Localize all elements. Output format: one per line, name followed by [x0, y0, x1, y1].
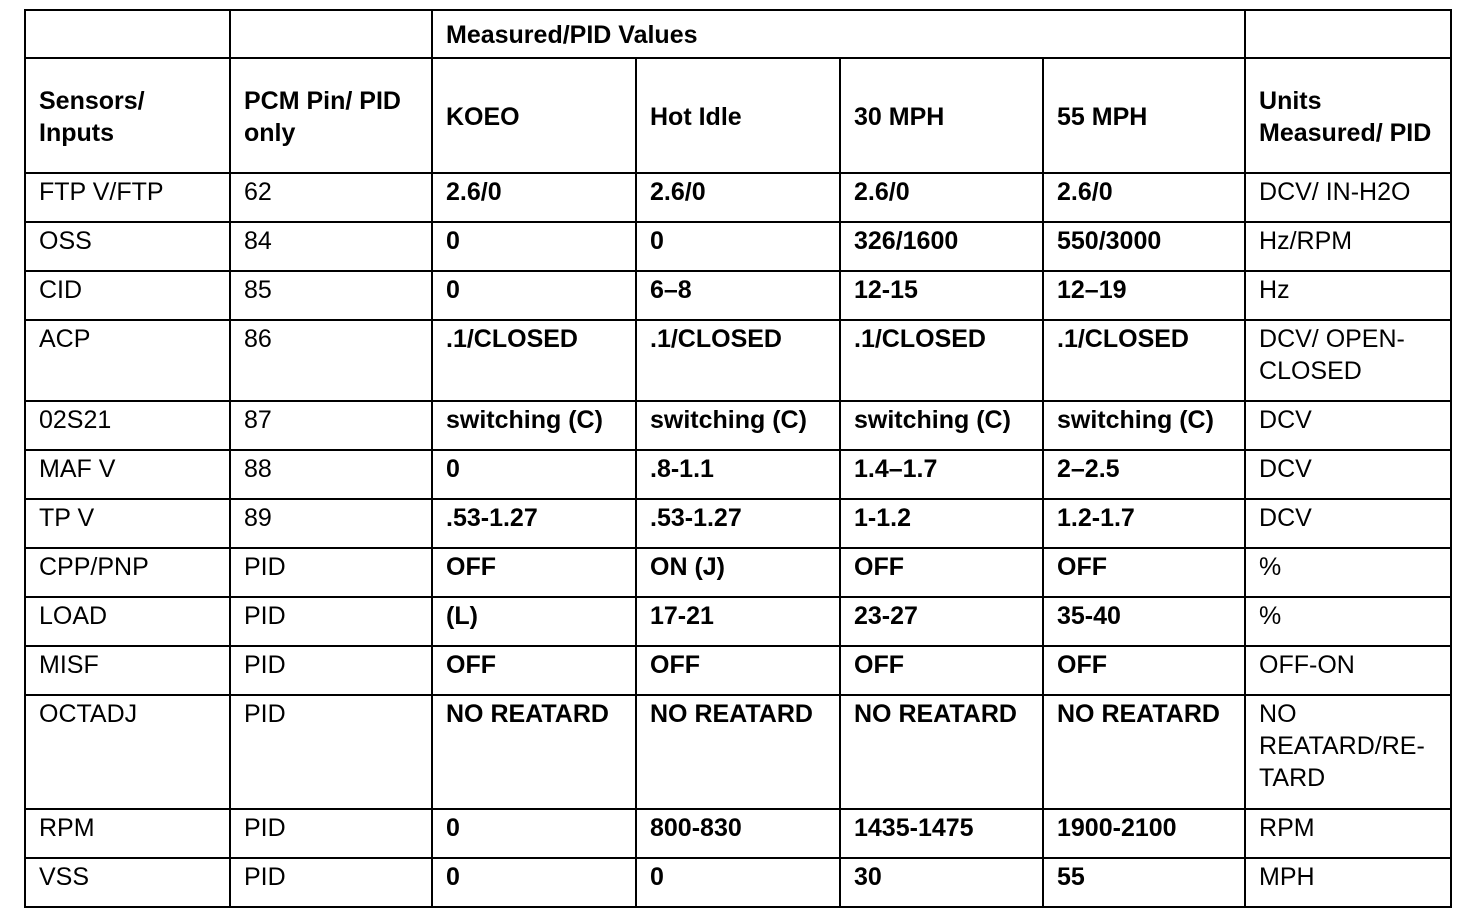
cell-hot-idle: 0	[636, 222, 840, 271]
column-header-30-mph: 30 MPH	[840, 58, 1043, 173]
cell-55-mph: 55	[1043, 858, 1245, 907]
cell-koeo: 0	[432, 858, 636, 907]
cell-koeo: (L)	[432, 597, 636, 646]
column-header-pcm-pin: PCM Pin/ PID only	[230, 58, 432, 173]
cell-30-mph: OFF	[840, 548, 1043, 597]
cell-units: %	[1245, 597, 1451, 646]
cell-sensor: MAF V	[25, 450, 230, 499]
cell-koeo: 0	[432, 222, 636, 271]
cell-30-mph: OFF	[840, 646, 1043, 695]
cell-units: Hz	[1245, 271, 1451, 320]
column-header-koeo: KOEO	[432, 58, 636, 173]
table-row	[25, 695, 1451, 809]
cell-units: NO REATARD/RE-TARD	[1245, 695, 1451, 809]
cell-55-mph: .1/CLOSED	[1043, 320, 1245, 401]
header-cell-empty	[25, 10, 230, 58]
cell-hot-idle: ON (J)	[636, 548, 840, 597]
cell-30-mph: 1-1.2	[840, 499, 1043, 548]
cell-pcm-pin: 62	[230, 173, 432, 222]
cell-koeo: switching (C)	[432, 401, 636, 450]
table-row	[25, 548, 1451, 597]
table-row	[25, 597, 1451, 646]
column-header-hot-idle: Hot Idle	[636, 58, 840, 173]
cell-30-mph: 2.6/0	[840, 173, 1043, 222]
cell-pcm-pin: PID	[230, 858, 432, 907]
cell-units: DCV/ IN-H2O	[1245, 173, 1451, 222]
cell-30-mph: 12-15	[840, 271, 1043, 320]
measured-values-group-header: Measured/PID Values	[432, 10, 1245, 58]
cell-55-mph: 2–2.5	[1043, 450, 1245, 499]
cell-pcm-pin: 86	[230, 320, 432, 401]
cell-30-mph: 23-27	[840, 597, 1043, 646]
cell-30-mph: 326/1600	[840, 222, 1043, 271]
cell-units: DCV	[1245, 401, 1451, 450]
cell-koeo: 0	[432, 271, 636, 320]
cell-sensor: 02S21	[25, 401, 230, 450]
cell-hot-idle: NO REATARD	[636, 695, 840, 809]
cell-pcm-pin: 85	[230, 271, 432, 320]
cell-sensor: ACP	[25, 320, 230, 401]
header-cell-empty	[230, 10, 432, 58]
cell-units: MPH	[1245, 858, 1451, 907]
cell-sensor: RPM	[25, 809, 230, 858]
cell-koeo: .1/CLOSED	[432, 320, 636, 401]
table-row	[25, 222, 1451, 271]
cell-sensor: LOAD	[25, 597, 230, 646]
column-header-row	[25, 58, 1451, 173]
cell-pcm-pin: PID	[230, 548, 432, 597]
table-row	[25, 271, 1451, 320]
table-row	[25, 173, 1451, 222]
cell-hot-idle: 17-21	[636, 597, 840, 646]
cell-hot-idle: .53-1.27	[636, 499, 840, 548]
cell-sensor: FTP V/FTP	[25, 173, 230, 222]
cell-30-mph: .1/CLOSED	[840, 320, 1043, 401]
table-row	[25, 401, 1451, 450]
cell-units: DCV	[1245, 450, 1451, 499]
cell-koeo: .53-1.27	[432, 499, 636, 548]
cell-sensor: TP V	[25, 499, 230, 548]
cell-sensor: MISF	[25, 646, 230, 695]
cell-hot-idle: 800-830	[636, 809, 840, 858]
cell-hot-idle: .1/CLOSED	[636, 320, 840, 401]
cell-units: %	[1245, 548, 1451, 597]
cell-30-mph: 1435-1475	[840, 809, 1043, 858]
cell-55-mph: 550/3000	[1043, 222, 1245, 271]
cell-pcm-pin: 88	[230, 450, 432, 499]
table-row	[25, 450, 1451, 499]
pid-values-table	[24, 9, 1452, 908]
cell-koeo: 0	[432, 450, 636, 499]
cell-55-mph: 35-40	[1043, 597, 1245, 646]
cell-30-mph: NO REATARD	[840, 695, 1043, 809]
cell-hot-idle: switching (C)	[636, 401, 840, 450]
column-header-55-mph: 55 MPH	[1043, 58, 1245, 173]
cell-hot-idle: .8-1.1	[636, 450, 840, 499]
cell-koeo: NO REATARD	[432, 695, 636, 809]
table-row	[25, 809, 1451, 858]
group-header-row	[25, 10, 1451, 58]
cell-units: OFF-ON	[1245, 646, 1451, 695]
column-header-units: Units Measured/ PID	[1245, 58, 1451, 173]
table-row	[25, 320, 1451, 401]
cell-units: RPM	[1245, 809, 1451, 858]
cell-units: DCV	[1245, 499, 1451, 548]
cell-30-mph: 1.4–1.7	[840, 450, 1043, 499]
cell-sensor: CPP/PNP	[25, 548, 230, 597]
cell-pcm-pin: PID	[230, 695, 432, 809]
cell-hot-idle: 0	[636, 858, 840, 907]
cell-55-mph: OFF	[1043, 548, 1245, 597]
cell-koeo: 0	[432, 809, 636, 858]
table-row	[25, 858, 1451, 907]
cell-55-mph: 2.6/0	[1043, 173, 1245, 222]
cell-55-mph: NO REATARD	[1043, 695, 1245, 809]
cell-pcm-pin: PID	[230, 597, 432, 646]
cell-hot-idle: OFF	[636, 646, 840, 695]
table-row	[25, 499, 1451, 548]
cell-30-mph: switching (C)	[840, 401, 1043, 450]
table-row	[25, 646, 1451, 695]
cell-55-mph: 1.2-1.7	[1043, 499, 1245, 548]
cell-55-mph: switching (C)	[1043, 401, 1245, 450]
header-cell-empty	[1245, 10, 1451, 58]
cell-sensor: OSS	[25, 222, 230, 271]
cell-55-mph: 12–19	[1043, 271, 1245, 320]
cell-30-mph: 30	[840, 858, 1043, 907]
cell-hot-idle: 2.6/0	[636, 173, 840, 222]
cell-units: DCV/ OPEN-CLOSED	[1245, 320, 1451, 401]
cell-pcm-pin: PID	[230, 809, 432, 858]
cell-pcm-pin: PID	[230, 646, 432, 695]
cell-koeo: OFF	[432, 646, 636, 695]
cell-sensor: VSS	[25, 858, 230, 907]
cell-sensor: CID	[25, 271, 230, 320]
cell-koeo: OFF	[432, 548, 636, 597]
cell-55-mph: OFF	[1043, 646, 1245, 695]
cell-sensor: OCTADJ	[25, 695, 230, 809]
cell-pcm-pin: 87	[230, 401, 432, 450]
cell-koeo: 2.6/0	[432, 173, 636, 222]
column-header-sensors: Sensors/ Inputs	[25, 58, 230, 173]
cell-55-mph: 1900-2100	[1043, 809, 1245, 858]
cell-pcm-pin: 84	[230, 222, 432, 271]
cell-hot-idle: 6–8	[636, 271, 840, 320]
cell-units: Hz/RPM	[1245, 222, 1451, 271]
cell-pcm-pin: 89	[230, 499, 432, 548]
